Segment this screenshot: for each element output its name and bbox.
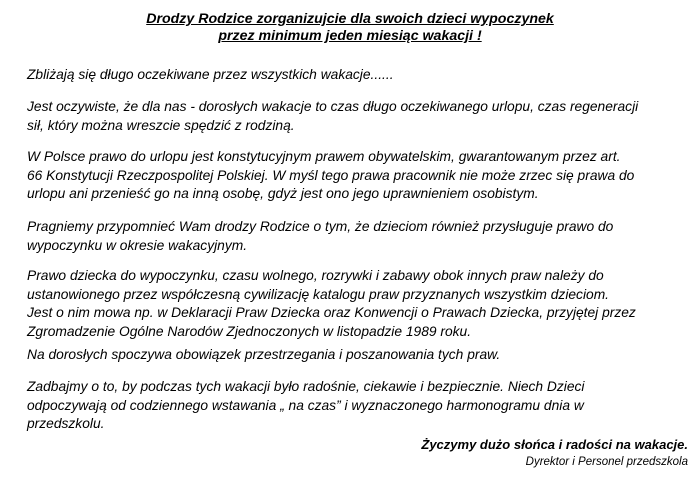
paragraph-line: Zadbajmy o to, by podczas tych wakacji było radośnie, ciekawie i bezpiecznie. Niech Dzieci bbox=[27, 379, 585, 394]
paragraph-closing bbox=[27, 378, 697, 434]
paragraph-line: ustanowionego przez współczesną cywilizację katalogu praw przyznanych wszystkim dzieciom. bbox=[27, 286, 610, 302]
paragraph-adult-duty bbox=[27, 346, 697, 365]
paragraph-line: sił, który można wreszcie spędzić z rodziną. bbox=[27, 117, 295, 133]
paragraph-intro bbox=[27, 66, 697, 85]
paragraph-line: Jest o nim mowa np. w Deklaracji Praw Dziecka oraz Konwencji o Prawach Dziecka, przyjętej przez bbox=[27, 305, 636, 320]
signature-author: Dyrektor i Personel przedszkola bbox=[525, 456, 688, 468]
paragraph-children-rights bbox=[27, 218, 697, 255]
paragraph-line: Na dorosłych spoczywa obowiązek przestrzegania i poszanowania tych praw. bbox=[27, 347, 501, 362]
paragraph-holiday-rest bbox=[27, 98, 697, 135]
heading-line-2: przez minimum jeden miesiąc wakacji ! bbox=[218, 28, 482, 44]
paragraph-line: Zbliżają się długo oczekiwane przez wszystkich wakacje...... bbox=[27, 67, 394, 82]
paragraph-constitution bbox=[27, 148, 697, 204]
paragraph-line: Jest oczywiste, że dla nas - dorosłych wakacje to czas długo oczekiwanego urlopu, czas regeneracji bbox=[27, 99, 639, 114]
paragraph-line: 66 Konstytucji Rzeczpospolitej Polskiej. W myśl tego prawa pracownik nie może zrzec się prawa do bbox=[27, 167, 635, 183]
heading-line-1: Drodzy Rodzice zorganizujcie dla swoich dzieci wypoczynek bbox=[146, 11, 554, 27]
paragraph-line: Prawo dziecka do wypoczynku, czasu wolnego, rozrywki i zabawy obok innych praw należy do bbox=[27, 268, 604, 283]
paragraph-line: odpoczywają od codziennego wstawania „ na czas” i wyznaczonego harmonogramu dnia w bbox=[27, 397, 584, 413]
signature-wish: Życzymy dużo słońca i radości na wakacje. bbox=[421, 437, 688, 452]
paragraph-line: Zgromadzenie Ogólne Narodów Zjednoczonych w listopadzie 1989 roku. bbox=[27, 323, 472, 339]
paragraph-line: W Polsce prawo do urlopu jest konstytucyjnym prawem obywatelskim, gwarantowanym przez art. bbox=[27, 149, 621, 164]
paragraph-line: urlopu ani przenieść go na inną osobę, gdyż jest ono jego uprawnieniem osobistym. bbox=[27, 186, 539, 201]
paragraph-line: wypoczynku w okresie wakacyjnym. bbox=[27, 237, 248, 253]
paragraph-line: Pragniemy przypomnieć Wam drodzy Rodzice o tym, że dzieciom również przysługuje prawo do bbox=[27, 219, 614, 234]
paragraph-line: przedszkolu. bbox=[27, 416, 105, 431]
paragraph-convention bbox=[27, 267, 697, 341]
